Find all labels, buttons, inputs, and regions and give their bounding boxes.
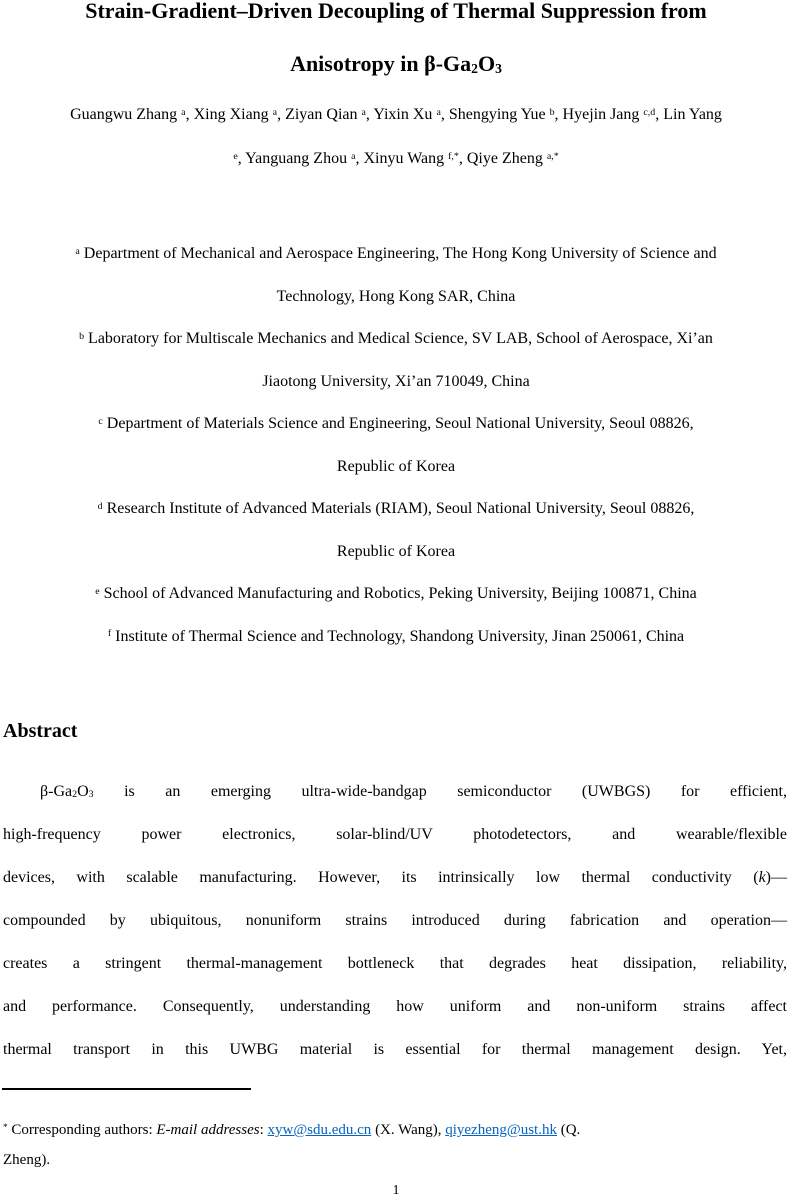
text-segment: Jiaotong University, Xi’an 710049, China	[262, 372, 530, 390]
sup-segment: e	[233, 150, 238, 162]
affiliation-d-line-2	[0, 531, 792, 574]
affiliation-b-line-1	[0, 318, 792, 361]
sup-segment: a	[351, 150, 356, 162]
text-segment: Anisotropy in β-Ga	[290, 51, 472, 76]
author-line-2	[0, 137, 792, 181]
italic-segment: E-mail addresses	[156, 1122, 260, 1138]
affiliation-c-line-1	[0, 403, 792, 446]
sup-segment: a	[361, 106, 366, 118]
author-line-1	[0, 93, 792, 137]
sup-segment: c,d	[643, 106, 656, 118]
affiliation-c-line-2	[0, 446, 792, 489]
text-segment: )—	[765, 869, 787, 886]
text-segment: , Xinyu Wang	[355, 150, 449, 167]
text-segment: creates a stringent thermal-management bottleneck that degrades heat dissipation, reliability,	[3, 955, 787, 972]
text-segment: thermal transport in this UWBG material is essential for thermal management design. Yet,	[3, 1041, 787, 1058]
text-segment: , Hyejin Jang	[554, 106, 644, 123]
abstract-line-7	[3, 1028, 787, 1071]
title-line-1	[0, 0, 792, 37]
affiliation-b-line-2	[0, 361, 792, 404]
email-link-qzheng[interactable]: qiyezheng@ust.hk	[445, 1122, 557, 1138]
text-segment: β-Ga	[40, 783, 73, 800]
text-segment: Zheng).	[3, 1152, 51, 1168]
sup-segment: b	[549, 106, 555, 118]
sup-segment: a	[436, 106, 441, 118]
sub-segment: 2	[471, 60, 478, 76]
text-segment: , Lin Yang	[655, 106, 722, 123]
text-segment: Department of Materials Science and Engineering, Seoul National University, Seoul 08826,	[102, 415, 694, 432]
abstract-line-3	[3, 856, 787, 899]
sup-segment: f,*	[448, 150, 459, 162]
abstract-line-2	[3, 813, 787, 856]
sup-segment: e	[95, 585, 100, 597]
affiliation-e-line	[0, 573, 792, 616]
paper-title	[0, 0, 792, 90]
abstract-paragraph	[3, 770, 787, 1071]
sup-segment: c	[98, 415, 103, 427]
text-segment: , Ziyan Qian	[277, 106, 362, 123]
abstract-line-4	[3, 899, 787, 942]
footnote-line-2	[3, 1145, 787, 1175]
footnote-line-1	[3, 1115, 787, 1145]
text-segment: , Shengying Yue	[440, 106, 550, 123]
text-segment: , Yixin Xu	[365, 106, 437, 123]
page-number: 1	[392, 1183, 400, 1198]
sup-segment: a	[75, 245, 80, 257]
sup-segment: f	[107, 628, 112, 640]
corresponding-author-footnote	[3, 1115, 787, 1175]
text-segment: Republic of Korea	[336, 542, 456, 560]
sup-segment: a,*	[546, 150, 559, 162]
text-segment: Technology, Hong Kong SAR, China	[276, 287, 516, 305]
affiliation-a-line-2	[0, 276, 792, 319]
text-segment: O	[477, 51, 496, 76]
text-segment: Department of Mechanical and Aerospace Engineering, The Hong Kong University of Science and	[79, 245, 717, 262]
sup-segment: *	[3, 1122, 8, 1133]
text-segment: Institute of Thermal Science and Technology, Shandong University, Jinan 250061, China	[111, 627, 685, 645]
affiliation-d-line-1	[0, 488, 792, 531]
abstract-line-5	[3, 942, 787, 985]
text-segment: Research Institute of Advanced Materials (RIAM), Seoul National University, Seoul 08826,	[102, 500, 695, 517]
text-segment: O	[77, 783, 89, 800]
sub-segment: 3	[88, 789, 94, 801]
text-segment: , Yanguang Zhou	[237, 150, 352, 167]
text-segment: and performance. Consequently, understanding how uniform and non-uniform strains affect	[3, 998, 787, 1015]
footnote-separator	[2, 1088, 251, 1090]
author-list	[0, 93, 792, 181]
text-segment: Laboratory for Multiscale Mechanics and Medical Science, SV LAB, School of Aerospace, Xi’an	[84, 330, 713, 347]
text-segment: (X. Wang),	[371, 1122, 446, 1138]
sub-segment: 2	[72, 789, 78, 801]
text-segment: Republic of Korea	[336, 457, 456, 475]
text-segment: compounded by ubiquitous, nonuniform strains introduced during fabrication and operation—	[3, 912, 787, 929]
italic-segment: k	[758, 869, 766, 886]
sup-segment: a	[181, 106, 186, 118]
text-segment: :	[259, 1122, 268, 1138]
sup-segment: a	[272, 106, 278, 118]
text-segment: Strain-Gradient–Driven Decoupling of Thermal Suppression from	[85, 0, 707, 23]
text-segment: devices, with scalable manufacturing. However, its intrinsically low thermal conductivity (	[3, 869, 759, 886]
abstract-line-6	[3, 985, 787, 1028]
email-link-xwang[interactable]: xyw@sdu.edu.cn	[267, 1122, 372, 1138]
text-segment: (Q.	[556, 1122, 581, 1138]
text-segment: School of Advanced Manufacturing and Robotics, Peking University, Beijing 100871, China	[99, 585, 697, 602]
text-segment: , Qiye Zheng	[458, 150, 547, 167]
sup-segment: d	[97, 500, 103, 512]
title-line-2	[0, 37, 792, 90]
text-segment: is an emerging ultra-wide-bandgap semiconductor (UWBGS) for efficient,	[93, 783, 787, 800]
abstract-line-1	[3, 770, 787, 813]
sup-segment: b	[79, 330, 85, 342]
affiliation-a-line-1	[0, 233, 792, 276]
text-segment: Guangwu Zhang	[70, 106, 182, 123]
affiliation-f-line	[0, 616, 792, 659]
abstract-heading: Abstract	[3, 720, 78, 742]
affiliation-list	[0, 233, 792, 658]
text-segment: Corresponding authors:	[7, 1122, 157, 1138]
text-segment: high-frequency power electronics, solar-blind/UV photodetectors, and wearable/flexible	[3, 826, 787, 843]
sub-segment: 3	[495, 60, 502, 76]
text-segment: , Xing Xiang	[185, 106, 273, 123]
